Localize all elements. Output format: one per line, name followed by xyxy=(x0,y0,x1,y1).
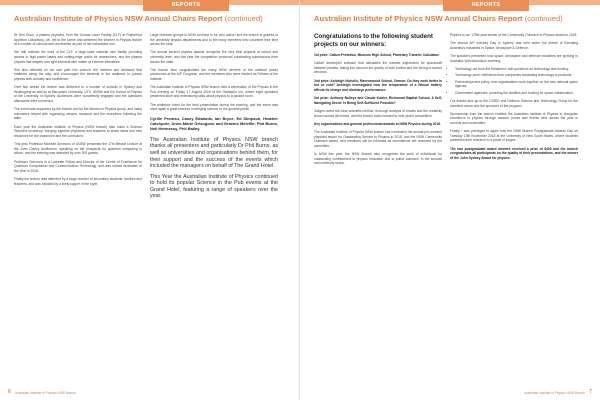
paragraph: Callum developed software that calculates the transfer trajectories for spacecraft between planets, taking into account the gravity of both bodies and the timing of launch windows. xyxy=(314,61,442,75)
paragraph: Finally the lecture was attended by a large number of secondary students, families and teachers, and was followed by a lively supper in the foyer. xyxy=(14,177,142,186)
left-title-suffix: (continued) xyxy=(224,14,263,23)
paragraph: Finally, I was privileged to again host the NSW Branch Postgraduate Awards Day on Tuesday 13th November 2018 at the University of New South Wales, where students presented their research to a panel of judges. xyxy=(450,129,578,143)
right-title-suffix: (continued) xyxy=(524,14,563,23)
left-footer: Australian Institute of Physics NSW Branch xyxy=(15,391,76,395)
list-item: • Technology out from the firmament, with questions on technology and funding; xyxy=(455,67,578,72)
paragraph: Judges noted the clear scientific method, thorough analysis of results and the creativity shown across all entries, and the branch looks forward to next year's competition. xyxy=(314,109,442,118)
right-section-tab: REPORTS xyxy=(443,0,529,11)
paragraph: Large research groups in NSW continue to be very active, and the branch is grateful to the university physics departments and to the many members who volunteer their time across the year. xyxy=(150,33,278,47)
left-title-text: Australian Institute of Physics NSW Annual Chairs Report xyxy=(14,14,223,23)
paragraph: Professor Simmons is a Laureate Fellow and Director of the Centre of Excellence for Quantum Computation and Communication Technology, and was named Australian of the Year in 2018. xyxy=(14,159,142,173)
paragraph: Key organisations and general professional awards in NSW Physics during 2018. xyxy=(314,122,441,126)
closing-statement-2: This Year the Australian Institute of Physics continued to hold its popular Science in the Pub events at the Grand Hotel, featuring a range of speakers over the year. xyxy=(150,173,278,200)
right-page xyxy=(300,0,600,400)
paragraph: The branch also congratulates the many NSW winners of the national prizes announced at the AIP Congress, and the members who were elected as Fellows of the Institute. xyxy=(150,67,278,81)
list-item: • Partnerships and policy: how organisations work together on the new national space agenda; xyxy=(455,80,578,89)
congratulations-heading: Congratulations to the following student projects on our winners: xyxy=(314,33,433,48)
discussion-list xyxy=(450,67,578,95)
paragraph: 3rd prize: Anthony Bulleys and Claude Kobier, Richmond Baptist School, A Self-Navigating Drone: Is Being Self-Sufficient Possible? xyxy=(314,96,442,105)
paragraph: Over two weeks the lecture was delivered to a number of schools in Sydney and Wollongong as well as at Macquarie University, UTS, UNSW and the School of Physics at the University of Sydney. Audiences were wonderfully engaged and the questions afterwards were numerous. xyxy=(14,85,142,103)
right-footer: Australian Institute of Physics NSW Branch xyxy=(524,391,585,395)
paragraph: The audience voted for the best presentation during the evening, and the event was once again a great success in bringing science to the general public. xyxy=(150,102,278,112)
paragraph: She also reflected on her own path into science, the mentors and decisions that mattered along the way, and encouraged the students in the audience to pursue physics with curiosity and confidence. xyxy=(14,67,142,81)
left-page-number: 6 xyxy=(8,389,12,395)
list-item: • Technology push: reflections from companies translating technology to products; xyxy=(455,73,578,78)
left-page-title xyxy=(14,14,263,23)
paragraph: 2nd prize: Ashleigh Nicholls, Ravenswood School, Demon: Do they work better in hot or cold? Ashleigh investigated how the temperature of a lithium battery affects its charge and discharge performance. xyxy=(314,78,442,92)
paragraph: Sponsorship from the branch enables the Australian Institute of Physics to recognise excellence in physics through awards, prizes and events held across the year in schools and universities. xyxy=(450,111,578,126)
right-column-2 xyxy=(450,33,578,164)
right-page-title xyxy=(314,14,563,23)
paragraph: The Australian Institute of Physics NSW branch has nominated the annual pre-eminent physicist award for Outstanding Service to Physics in 2018, and the NSW Community Outreach award, and members will be informed as nominations are reviewed by the committee. xyxy=(314,130,442,148)
paragraph: The annual AIP Industry Day in Sydney was held under the theme of Elevating Australia's Industries in Space, Aerospace & Defence. xyxy=(450,41,578,50)
paragraph: Her talk outlined the work of the CLF, a large-scale national user facility providing access to high-power lasers and cutting-edge optics for researchers, and the plasma physics that shapes how light interacts with matter at extreme intensities. xyxy=(14,50,142,64)
paragraph: The annual student physics awards recognise the very best projects at school and university level, and this year the competition produced outstanding submissions from across the state. xyxy=(150,50,278,64)
paragraph: The speakers presented how space, aerospace and defence industries are growing in Australia, with discussion covering: xyxy=(450,54,578,63)
left-column-2 xyxy=(150,33,278,204)
paragraph: This year Professor Michelle Simmons of UNSW presented the 17th Messel Lecture at the John Clancy Auditorium, speaking on the prospects for quantum computing in silicon, and the evening was attended by over 300 guests. xyxy=(14,142,142,156)
list-item: • Government agencies: providing the facilities and funding for space collaboration. xyxy=(455,91,578,96)
paragraph: The event was supported by the branch and by the Women in Physics group, and many volunteers helped with organising venues, transport and the receptions following the talks. xyxy=(14,107,142,121)
left-section-tab: REPORTS xyxy=(143,0,229,11)
left-column-1 xyxy=(14,33,142,190)
paragraph: The two postgraduate award winners received a prize of $400 and the branch congratulates all participants on the quality of their presentations, and the winner of the John Sydney Award for physics. xyxy=(450,146,578,160)
right-column-1 xyxy=(314,33,442,170)
paragraph: 1st prize: Callum Pretorius, Museum High School, Planetary Transfer Calculator. xyxy=(314,53,440,57)
paragraph: Physics is our 175th year winner of the Community Outreach to Physics Award in 2018. xyxy=(450,33,578,37)
right-title-text: Australian Institute of Physics NSW Annual Chairs Report xyxy=(314,14,523,23)
paragraph: Our thanks also go to the CSIRO and Defence Science and Technology Group for the excellent venue and the sponsors of the program. xyxy=(450,99,578,108)
speaker-list: Cyrille Promsu, Casey Edwards, Ian Bryce, Ed Simpson, Heather Catchpole, Anne-Marie Grisogono and Graeme Melville; Phil Burns, Neil Hennessy, Phil Bailey. xyxy=(150,115,278,132)
paragraph: In NSW this year, the NSW Branch also recognises the work of individuals for outstanding contributions to physics education and to public outreach, in the schools and university sector. xyxy=(314,152,442,166)
right-page-number: 7 xyxy=(588,389,592,395)
paragraph: The Australian Institute of Physics NSW branch held a celebration of the Physics in the Pub evening on Friday 17 August 2018 at the Harlequin Inn, where eight speakers presented short and entertaining talks about physics to a packed room. xyxy=(150,85,278,99)
paragraph: Dr Geri Boon, a plasma physicist, from the Central Laser Facility (CLF) at Rutherford Appleton Laboratory, UK, fell to the scene and delivered the Women in Physics lecture at a number of schools and universities as part of her nationwide tour. xyxy=(14,33,142,47)
closing-statement: The Australian Institute of Physics NSW branch thanks all presenters and particularly Dr Phil Burns, as well as universities and organisations behind them, for their support and the success of the events which included the managers on behalf of The Grand Hotel. xyxy=(150,136,278,170)
paragraph: Each year the Australian Institute of Physics (NSW branch) also holds a Science Teachers workshop, bringing together physicists and teachers to share ideas and new resources for the classroom and the curriculum. xyxy=(14,124,142,138)
